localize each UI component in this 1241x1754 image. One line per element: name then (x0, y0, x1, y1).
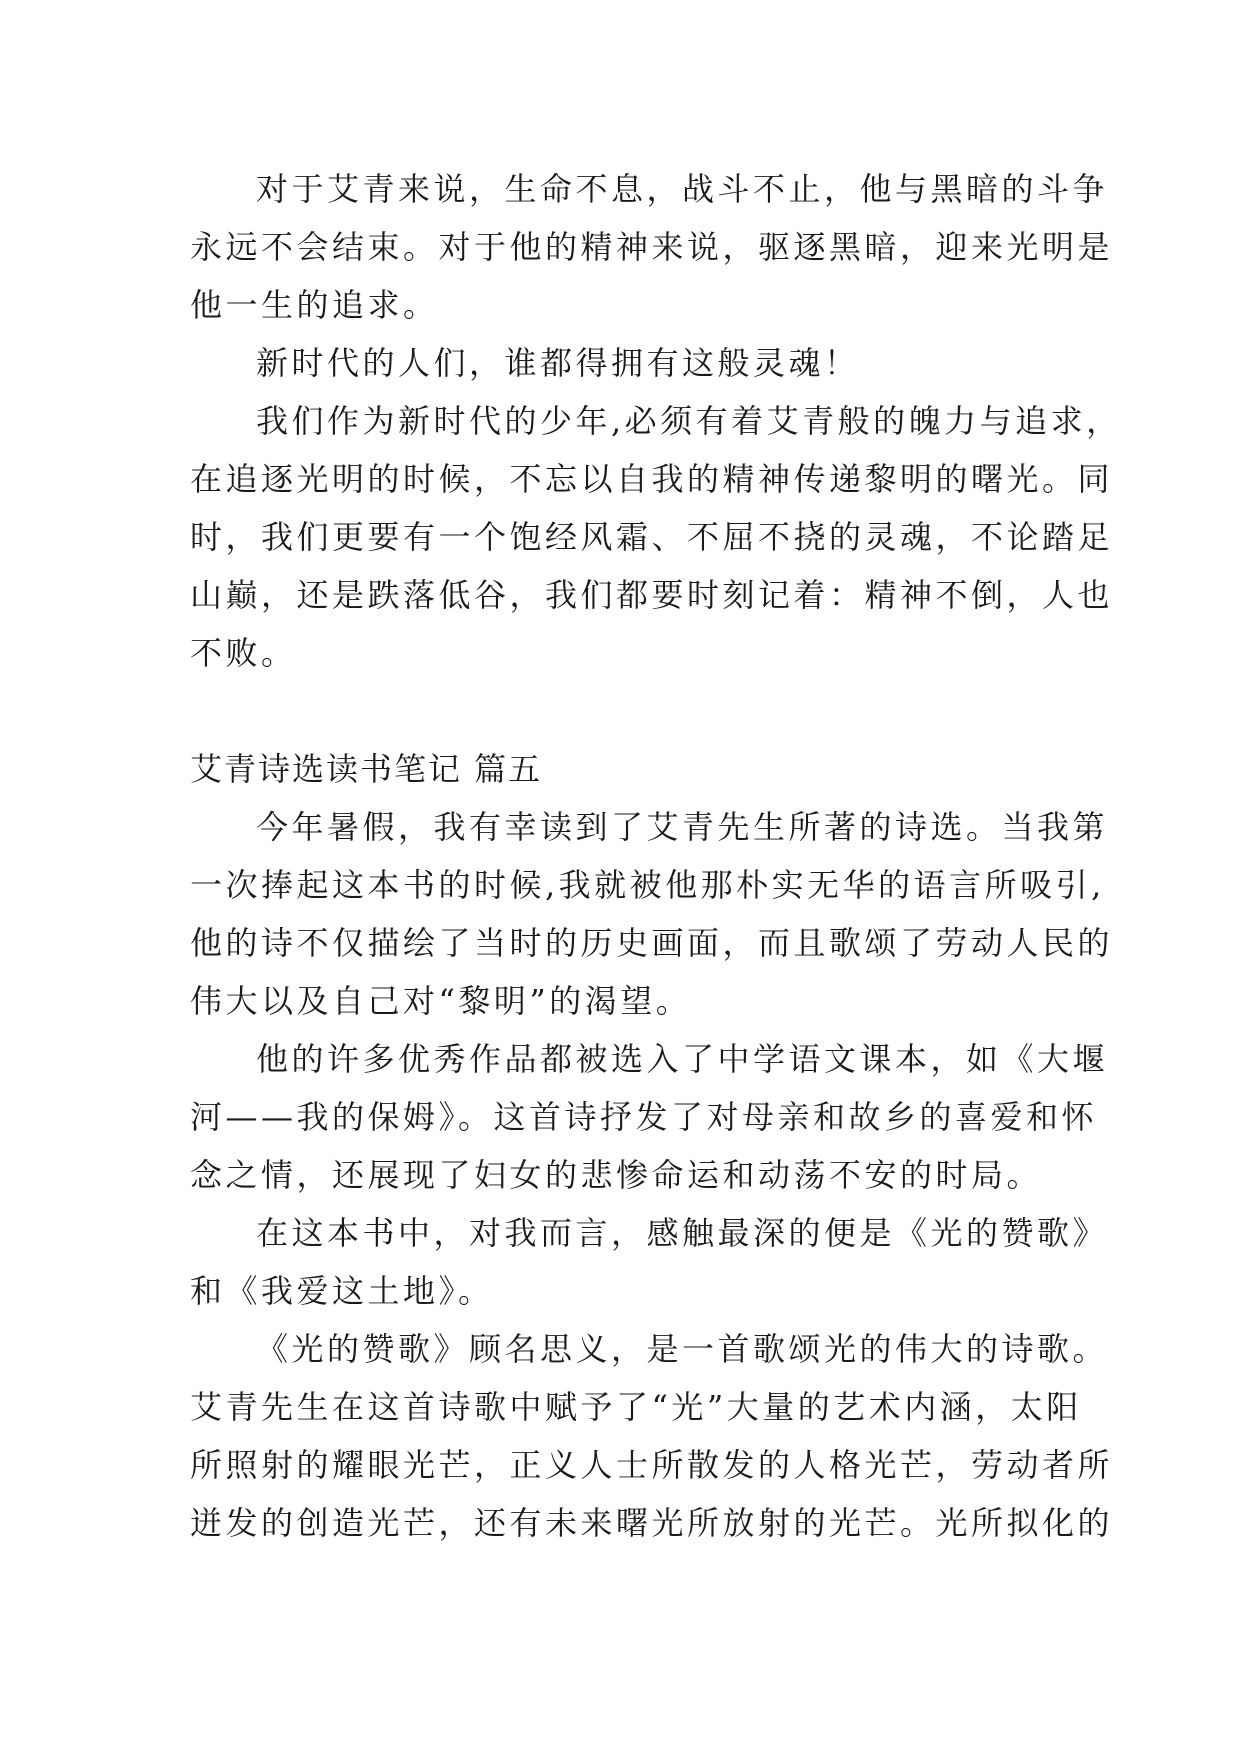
section-title: 艾青诗选读书笔记 篇五 (190, 750, 543, 788)
text-line: 永远不会结束。对于他的精神来说，驱逐黑暗，迎来光明是 (190, 228, 1114, 266)
text-line: 艾青先生在这首诗歌中赋予了“光”大量的艺术内涵，太阳 (190, 1388, 1082, 1426)
text-line: 迸发的创造光芒，还有未来曙光所放射的光芒。光所拟化的 (190, 1504, 1114, 1542)
text-line: 他的许多优秀作品都被选入了中学语文课本，如《大堰 (256, 1040, 1109, 1078)
text-line: 一次捧起这本书的时候,我就被他那朴实无华的语言所吸引, (190, 866, 1105, 904)
paragraph (190, 1030, 1109, 1204)
paragraph (190, 160, 1114, 334)
text-line: 我们作为新时代的少年,必须有着艾青般的魄力与追求， (256, 402, 1122, 440)
text-line: 河——我的保姆》。这首诗抒发了对母亲和故乡的喜爱和怀 (190, 1098, 1098, 1136)
paragraph (190, 798, 1114, 1030)
text-line: 伟大以及自己对“黎明”的渴望。 (190, 982, 692, 1020)
text-line: 《光的赞歌》顾名思义，是一首歌颂光的伟大的诗歌。 (256, 1330, 1109, 1368)
text-line: 他的诗不仅描绘了当时的历史画面，而且歌颂了劳动人民的 (190, 924, 1114, 962)
text-line: 在这本书中，对我而言，感触最深的便是《光的赞歌》 (256, 1214, 1109, 1252)
paragraph (190, 1320, 1114, 1552)
text-line: 时，我们更要有一个饱经风霜、不屈不挠的灵魂，不论踏足 (190, 518, 1114, 556)
paragraph (190, 392, 1122, 682)
text-line: 和《我爱这土地》。 (190, 1272, 494, 1310)
text-line: 念之情，还展现了妇女的悲惨命运和动荡不安的时局。 (190, 1156, 1043, 1194)
text-line: 对于艾青来说，生命不息，战斗不止，他与黑暗的斗争 (256, 170, 1109, 208)
paragraph (190, 334, 1060, 392)
text-line: 不败。 (190, 634, 297, 672)
text-line: 所照射的耀眼光芒，正义人士所散发的人格光芒，劳动者所 (190, 1446, 1114, 1484)
text-line: 在追逐光明的时候，不忘以自我的精神传递黎明的曙光。同 (190, 460, 1114, 498)
text-line: 今年暑假，我有幸读到了艾青先生所著的诗选。当我第 (256, 808, 1109, 846)
paragraph (190, 1204, 1109, 1320)
text-line: 新时代的人们，谁都得拥有这般灵魂！ (256, 344, 860, 382)
text-line: 他一生的追求。 (190, 286, 439, 324)
document-body (190, 160, 1122, 1552)
section-spacer (190, 682, 1060, 740)
text-line: 山巅，还是跌落低谷，我们都要时刻记着：精神不倒，人也 (190, 576, 1114, 614)
